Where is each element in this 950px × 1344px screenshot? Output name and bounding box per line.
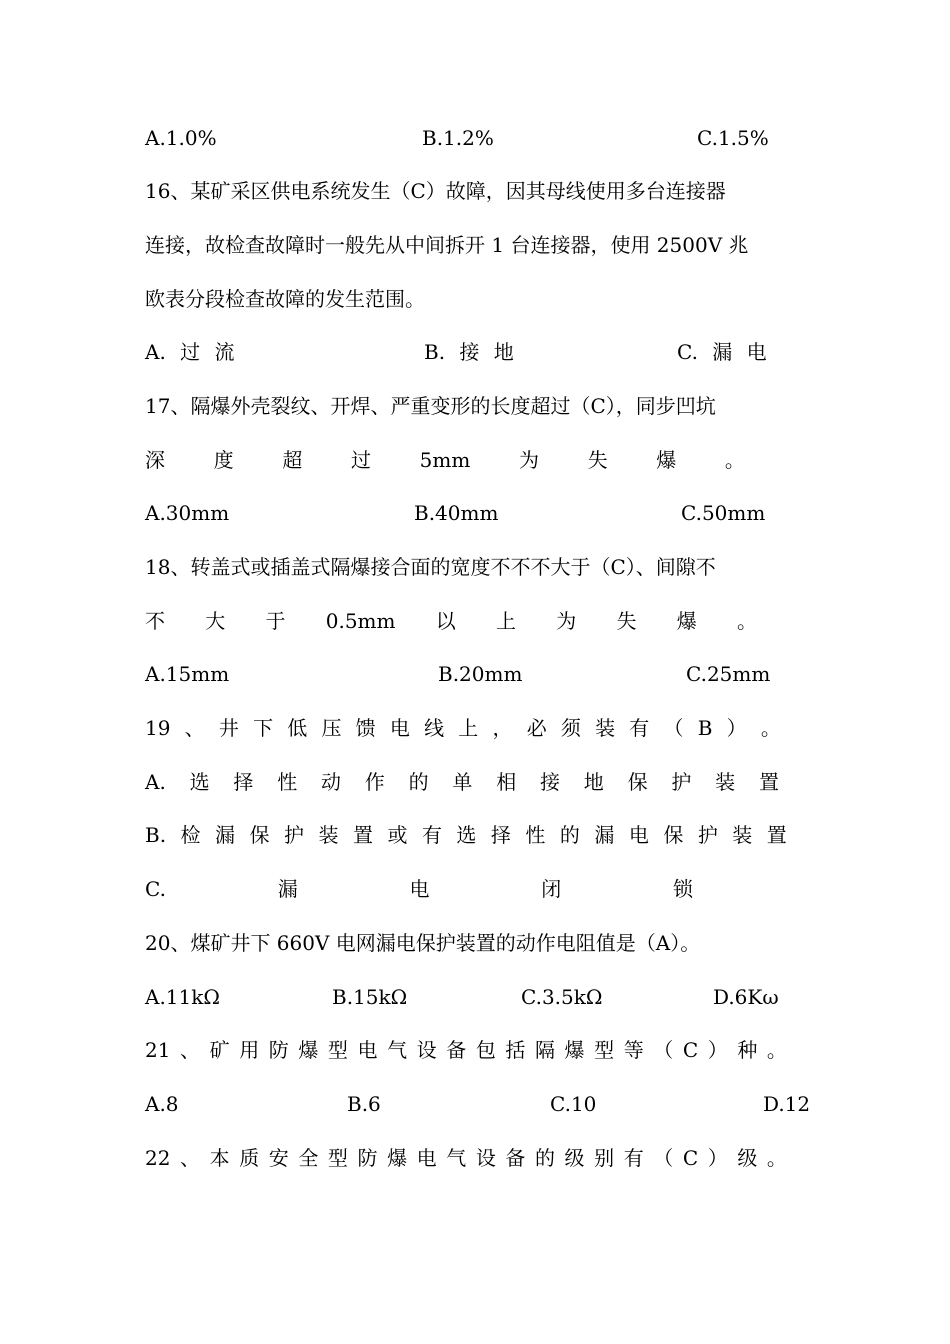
text-token: 、 (184, 716, 205, 740)
text-token: 隔 (534, 1038, 555, 1062)
question-19-option-b (145, 823, 787, 847)
text-token: 的 (559, 823, 580, 847)
text-token: 防 (357, 1146, 378, 1170)
text-token: 电 (409, 877, 430, 901)
text-token: 须 (560, 716, 581, 740)
text-token: 电 (628, 823, 649, 847)
text-token: 以 (435, 609, 456, 633)
text-token: 爆 (298, 1038, 319, 1062)
text-token: ） (707, 1146, 728, 1170)
text-token: 备 (505, 1146, 526, 1170)
option-d: D.12 (763, 1092, 811, 1116)
text-token: 、 (180, 1038, 201, 1062)
option-c: C.3.5kΩ (521, 985, 603, 1009)
text-token: 电 (389, 716, 410, 740)
option-a: A.15mm (145, 662, 230, 686)
text-token: 于 (265, 609, 286, 633)
text-token: 漏 (215, 823, 236, 847)
text-token: 气 (446, 1146, 467, 1170)
text-token: 馈 (355, 716, 376, 740)
option-c: C.1.5% (697, 126, 769, 150)
text-token: 相 (496, 770, 517, 794)
text-token: 。 (760, 716, 781, 740)
text-token: 。 (766, 1146, 787, 1170)
option-d: D.6Kω (713, 985, 779, 1009)
option-a: A.1.0% (145, 126, 217, 150)
question-22-line-1 (145, 1146, 787, 1170)
text-token: 下 (253, 716, 274, 740)
question-21-line-1 (145, 1038, 787, 1062)
text-token: B (697, 716, 713, 740)
text-token: 线 (424, 716, 445, 740)
text-token: 19 (145, 716, 171, 740)
text-token: 括 (505, 1038, 526, 1062)
text-token: 气 (387, 1038, 408, 1062)
text-token: 闭 (541, 877, 562, 901)
text-token: ） (707, 1038, 728, 1062)
question-16-line-2: 连接，故检查故障时一般先从中间拆开 1 台连接器，使用 2500V 兆 (145, 233, 749, 257)
text-token: 型 (327, 1038, 348, 1062)
option-c: C.50mm (681, 501, 766, 525)
option-c: C. 漏 电 (677, 340, 767, 364)
text-token: 、 (180, 1146, 201, 1170)
option-a: A.30mm (145, 501, 230, 525)
text-token: 检 (180, 823, 201, 847)
option-c: C.10 (550, 1092, 597, 1116)
text-token: 爆 (676, 609, 697, 633)
text-token: 装 (595, 716, 616, 740)
question-16-line-3: 欧表分段检查故障的发生范围。 (145, 287, 425, 311)
text-token: 电 (416, 1146, 437, 1170)
question-17-line-1: 17、隔爆外壳裂纹、开焊、严重变形的长度超过（C），同步凹坑 (145, 394, 716, 418)
text-token: 防 (268, 1038, 289, 1062)
text-token: C (682, 1038, 699, 1062)
text-token: 级 (564, 1146, 585, 1170)
text-token: 装 (318, 823, 339, 847)
question-18-line-2 (145, 609, 757, 633)
text-token: 爆 (564, 1038, 585, 1062)
option-a: A.11kΩ (145, 985, 220, 1009)
question-19-option-a (145, 770, 779, 794)
question-17-line-2 (145, 448, 745, 472)
text-token: 择 (490, 823, 511, 847)
text-token: （ (653, 1038, 674, 1062)
text-token: 漏 (277, 877, 298, 901)
text-token: 设 (475, 1146, 496, 1170)
option-b: B.15kΩ (332, 985, 408, 1009)
text-token: 压 (321, 716, 342, 740)
option-b: B.6 (347, 1092, 381, 1116)
text-token: 级 (737, 1146, 758, 1170)
text-token: 单 (452, 770, 473, 794)
text-token: 上 (458, 716, 479, 740)
text-token: 电 (357, 1038, 378, 1062)
text-token: 深 (145, 448, 165, 472)
option-b: B.40mm (414, 501, 499, 525)
option-c: C.25mm (686, 662, 771, 686)
text-token: 全 (298, 1146, 319, 1170)
text-token: 种 (737, 1038, 758, 1062)
text-token: 性 (277, 770, 298, 794)
text-token: 型 (327, 1146, 348, 1170)
text-token: 保 (663, 823, 684, 847)
text-token: 。 (737, 609, 757, 633)
text-token: 21 (145, 1038, 171, 1062)
text-token: 不 (145, 609, 165, 633)
question-20-line-1: 20、煤矿井下 660V 电网漏电保护装置的动作电阻值是（A）。 (145, 931, 701, 955)
option-b: B.20mm (438, 662, 523, 686)
text-token: B. (145, 823, 167, 847)
text-token: 锁 (672, 877, 693, 901)
text-token: 选 (189, 770, 210, 794)
text-token: 5mm (419, 448, 471, 472)
text-token: 择 (233, 770, 254, 794)
text-token: 本 (209, 1146, 230, 1170)
text-token: 0.5mm (325, 609, 396, 633)
text-token: 护 (284, 823, 304, 847)
text-token: 必 (526, 716, 547, 740)
text-token: （ (663, 716, 684, 740)
text-token: 漏 (594, 823, 615, 847)
text-token: 性 (525, 823, 546, 847)
question-16-line-1: 16、某矿采区供电系统发生（C）故障，因其母线使用多台连接器 (145, 179, 726, 203)
option-a: A.8 (145, 1092, 179, 1116)
text-token: 失 (587, 448, 608, 472)
question-19-option-c (145, 877, 693, 901)
text-token: 动 (321, 770, 341, 794)
text-token: 等 (623, 1038, 644, 1062)
text-token: 安 (268, 1146, 289, 1170)
text-token: ， (492, 716, 513, 740)
text-token: 井 (218, 716, 239, 740)
text-token: 超 (282, 448, 303, 472)
text-token: （ (653, 1146, 674, 1170)
text-token: 或 (387, 823, 408, 847)
text-token: 装 (732, 823, 753, 847)
option-a: A. 过 流 (145, 340, 235, 364)
text-token: 爆 (387, 1146, 408, 1170)
text-token: 置 (352, 823, 373, 847)
text-token: A. (145, 770, 166, 794)
text-token: 有 (629, 716, 650, 740)
text-token: 包 (475, 1038, 496, 1062)
text-token: 作 (364, 770, 385, 794)
text-token: 过 (350, 448, 371, 472)
option-b: B.1.2% (422, 126, 494, 150)
text-token: 装 (715, 770, 736, 794)
text-token: 护 (697, 823, 718, 847)
text-token: 度 (213, 448, 234, 472)
text-token: 有 (623, 1146, 644, 1170)
text-token: 保 (249, 823, 270, 847)
question-19-line-1 (145, 716, 781, 740)
text-token: 为 (556, 609, 577, 633)
text-token: 22 (145, 1146, 171, 1170)
text-token: 失 (616, 609, 637, 633)
text-token: 护 (671, 770, 692, 794)
text-token: 的 (408, 770, 429, 794)
text-token: 为 (518, 448, 539, 472)
text-token: 用 (239, 1038, 260, 1062)
text-token: 别 (594, 1146, 615, 1170)
text-token: 保 (627, 770, 648, 794)
text-token: 置 (766, 823, 787, 847)
text-token: C (682, 1146, 699, 1170)
question-18-line-1: 18、转盖式或插盖式隔爆接合面的宽度不不不大于（C）、间隙不 (145, 555, 716, 579)
text-token: 质 (239, 1146, 260, 1170)
text-token: 。 (724, 448, 745, 472)
text-token: 爆 (656, 448, 677, 472)
text-token: 地 (583, 770, 604, 794)
text-token: ） (726, 716, 747, 740)
text-token: 矿 (209, 1038, 230, 1062)
text-token: 上 (496, 609, 516, 633)
text-token: 。 (766, 1038, 787, 1062)
text-token: 的 (534, 1146, 555, 1170)
text-token: 大 (205, 609, 226, 633)
text-token: 低 (287, 716, 308, 740)
text-token: C. (145, 877, 166, 901)
text-token: 有 (421, 823, 442, 847)
text-token: 选 (456, 823, 477, 847)
text-token: 型 (594, 1038, 615, 1062)
text-token: 接 (539, 770, 560, 794)
text-token: 备 (446, 1038, 467, 1062)
text-token: 设 (416, 1038, 437, 1062)
text-token: 置 (758, 770, 779, 794)
option-b: B. 接 地 (424, 340, 514, 364)
